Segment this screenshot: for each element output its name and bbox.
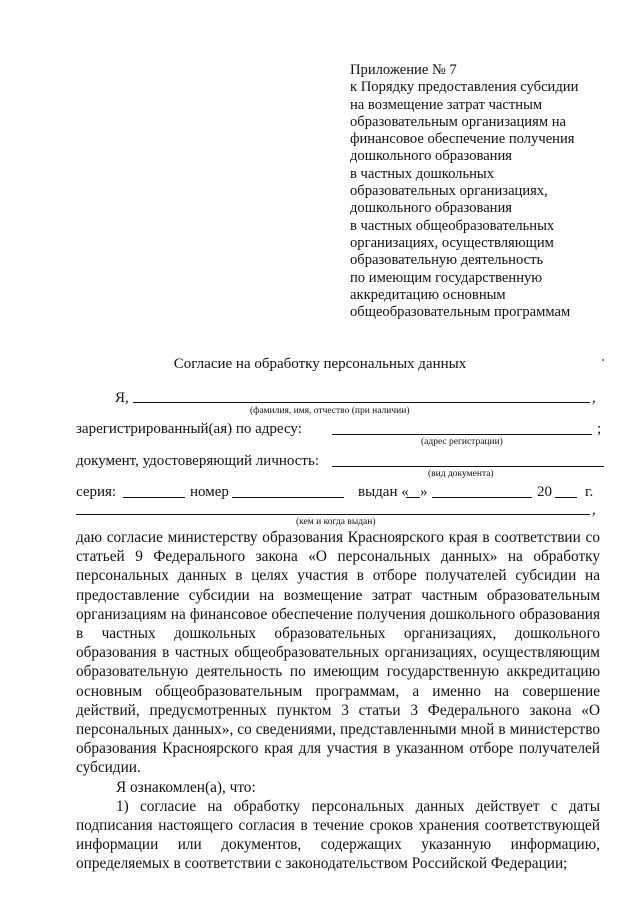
fio-field[interactable] bbox=[133, 402, 590, 403]
address-field[interactable] bbox=[332, 434, 592, 435]
appendix-line: к Порядку предоставления субсидии bbox=[350, 79, 579, 96]
year-prefix: 20 bbox=[537, 484, 552, 500]
registered-label: зарегистрированный(ая) по адресу: bbox=[76, 421, 302, 437]
appendix-line: организациях, осуществляющим bbox=[350, 234, 554, 251]
scan-speck bbox=[602, 359, 604, 361]
issued-month-field[interactable] bbox=[432, 497, 532, 498]
appendix-line: общеобразовательным программам bbox=[350, 304, 571, 321]
ya-label: Я, bbox=[115, 390, 129, 406]
issuer-field[interactable] bbox=[76, 514, 590, 515]
series-field[interactable] bbox=[123, 497, 185, 498]
number-label: номер bbox=[190, 484, 229, 500]
issued-label: выдан « bbox=[358, 484, 409, 500]
series-label: серия: bbox=[76, 484, 117, 500]
issued-day-field[interactable] bbox=[406, 497, 420, 498]
fio-comma: , bbox=[592, 390, 596, 406]
appendix-line: на возмещение затрат частным bbox=[350, 96, 543, 113]
appendix-block bbox=[350, 62, 610, 321]
consent-paragraph: даю согласие министерству образования Красноярского края в соответствии со статьей 9 Федерального закона «О персональных данных» на обработку персональных данных в целях участия в отборе получателей субсидии на предоставление субсидии на возмещение затрат частным образовательным организациям на финансовое обеспечение получения дошкольного образования в частных дошкольных образовательных организациях, дошкольного образования в частных общеобразовательных организациях, осуществляющим образовательную деятельность по имеющим государственную аккредитацию основным общеобразовательным программам, а именно на совершение действий, предусмотренных пунктом 3 статьи 3 Федерального закона «О персональных данных», со сведениями, представленными мной в министерство образования Красноярского края для участия в указанном отборе получателей субсидии. bbox=[76, 529, 600, 777]
appendix-line: дошкольного образования bbox=[350, 148, 513, 165]
fio-hint: (фамилия, имя, отчество (при наличии) bbox=[250, 406, 410, 416]
appendix-line: Приложение № 7 bbox=[350, 62, 457, 78]
issued-close-quote: » bbox=[420, 484, 428, 500]
body-text bbox=[76, 528, 600, 874]
item-1-paragraph: 1) согласие на обработку персональных данных действует с даты подписания настоящего согласия в течение сроков хранения соответствующей информации или документов, содержащих указанную информацию, определяемых в соответствии с законодательством Российской Федерации; bbox=[76, 797, 600, 873]
appendix-line: в частных дошкольных bbox=[350, 165, 495, 182]
appendix-line: образовательную деятельность bbox=[350, 252, 544, 269]
appendix-line: в частных общеобразовательных bbox=[350, 217, 555, 234]
issuer-hint: (кем и когда выдан) bbox=[296, 517, 376, 527]
document-title: Согласие на обработку персональных данных bbox=[173, 356, 467, 372]
appendix-line: по имеющим государственную bbox=[350, 269, 543, 286]
issuer-comma: , bbox=[592, 502, 596, 518]
acknowledged-paragraph: Я ознакомлен(а), что: bbox=[116, 778, 256, 796]
number-field[interactable] bbox=[232, 497, 344, 498]
document-label: документ, удостоверяющий личность: bbox=[76, 453, 319, 469]
appendix-line: образовательным организациям на bbox=[350, 113, 566, 130]
appendix-line: дошкольного образования bbox=[350, 200, 513, 217]
year-suffix: г. bbox=[585, 484, 594, 500]
address-semicolon: ; bbox=[597, 421, 602, 437]
address-hint: (адрес регистрации) bbox=[421, 437, 503, 447]
appendix-line: образовательных организациях, bbox=[350, 183, 548, 200]
issued-year-field[interactable] bbox=[555, 497, 577, 498]
document-hint: (вид документа) bbox=[428, 469, 494, 479]
document-field[interactable] bbox=[332, 466, 604, 467]
appendix-line: аккредитацию основным bbox=[350, 286, 506, 303]
appendix-line: финансовое обеспечение получения bbox=[350, 131, 575, 148]
